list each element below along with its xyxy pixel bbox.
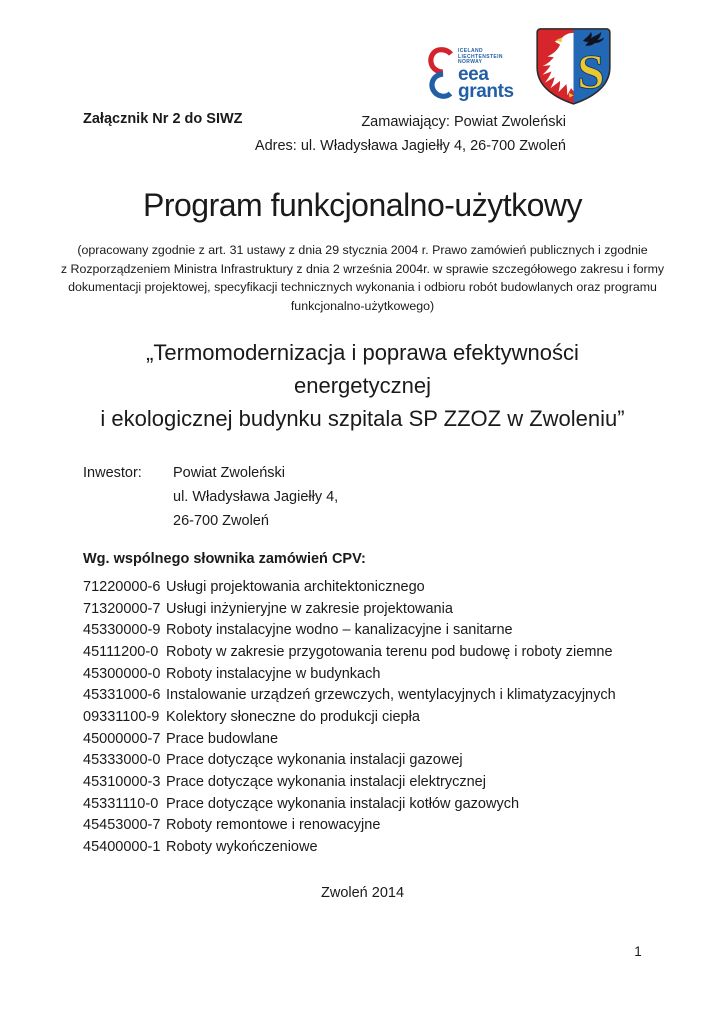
cpv-code: 45111200-0 [83,643,159,660]
cpv-code: 71320000-7 [83,600,161,617]
cpv-description: Prace dotyczące wykonania instalacji gazowej [166,752,463,769]
cpv-item-row [83,728,616,750]
cpv-code: 45310000-3 [83,774,161,791]
eea-country: ICELAND [458,48,484,54]
eea-grants-mark-icon [427,47,454,99]
cpv-description: Prace dotyczące wykonania instalacji elektrycznej [166,774,486,791]
cpv-description: Prace budowlane [166,730,279,747]
eea-grants-logo [427,47,514,100]
cpv-item-row [83,663,616,685]
cpv-item-row [83,706,616,728]
project-title-line: energetycznej [294,373,431,398]
cpv-description: Usługi inżynieryjne w zakresie projektowania [166,600,453,617]
orderer-block [255,111,566,158]
cpv-item-row [83,684,616,706]
cpv-item-row [83,598,616,620]
legal-note-line: z Rozporządzeniem Ministra Infrastruktury z dnia 2 września 2004r. w sprawie szczegółowego zakresu i formy [60,261,665,276]
cpv-code: 45333000-0 [83,752,161,769]
project-title-line: „Termomodernizacja i poprawa efektywności [146,340,579,365]
cpv-item-row [83,771,616,793]
powiat-zwolenski-coat-of-arms [534,26,613,106]
attachment-label: Załącznik Nr 2 do SIWZ [83,111,243,127]
eea-wordmark-line2: grants [458,80,514,102]
document-title: Program funkcjonalno-użytkowy [142,187,583,223]
cpv-code: 45453000-7 [83,817,161,834]
cpv-item-row [83,576,616,598]
legal-note [0,241,725,316]
legal-note-line: funkcjonalno-użytkowego) [290,299,435,314]
cpv-item-row [83,836,616,858]
project-title-line: i ekologicznej budynku szpitala SP ZZOZ w Zwoleniu” [100,406,625,431]
eea-grants-text [458,47,514,100]
orderer-address-line: Adres: ul. Władysława Jagiełły 4, 26-700 Zwoleń [254,137,566,154]
cpv-description: Kolektory słoneczne do produkcji ciepła [166,708,420,725]
cpv-list [83,576,616,858]
legal-note-line: (opracowany zgodnie z art. 31 ustawy z dnia 29 stycznia 2004 r. Prawo zamówień publicznych i zgodnie [77,243,648,257]
cpv-description: Roboty remontowe i renowacyjne [166,817,381,834]
cpv-description: Roboty w zakresie przygotowania terenu pod budowę i roboty ziemne [166,643,613,660]
cpv-description: Roboty instalacyjne w budynkach [166,665,381,682]
cpv-heading: Wg. wspólnego słownika zamówień CPV: [83,551,366,567]
investor-line: Powiat Zwoleński [173,465,286,481]
cpv-item-row [83,815,616,837]
cpv-code: 45000000-7 [83,730,161,747]
cpv-item-row [83,793,616,815]
investor-line: 26-700 Zwoleń [173,513,269,529]
cpv-description: Instalowanie urządzeń grzewczych, wentylacyjnych i klimatyzacyjnych [166,687,616,704]
place-and-year: Zwoleń 2014 [320,885,405,901]
cpv-code: 45400000-1 [83,839,161,856]
cpv-code: 45331110-0 [83,795,159,812]
cpv-code: 45331000-6 [83,687,161,704]
eea-country: NORWAY [458,59,483,65]
cpv-code: 45330000-9 [83,622,161,639]
cpv-code: 71220000-6 [83,578,161,595]
cpv-description: Roboty wykończeniowe [166,839,318,856]
cpv-description: Roboty instalacyjne wodno – kanalizacyjne i sanitarne [166,622,513,639]
eea-country: LIECHTENSTEIN [458,53,503,60]
investor-line: ul. Władysława Jagiełły 4, [173,489,339,505]
cpv-item-row [83,619,616,641]
legal-note-line: dokumentacji projektowej, specyfikacji technicznych wykonania i odbioru robót budowlanych oraz programu [68,280,657,295]
investor-label: Inwestor: [83,465,142,481]
page-number: 1 [634,944,642,959]
cpv-description: Usługi projektowania architektonicznego [166,578,425,595]
cpv-code: 45300000-0 [83,665,161,682]
project-title [0,336,725,435]
investor-lines [173,461,338,533]
orderer-line: Zamawiający: Powiat Zwoleński [361,114,566,130]
cpv-item-row [83,641,616,663]
cpv-description: Prace dotyczące wykonania instalacji kotłów gazowych [166,795,520,812]
crest-letter-s: S [577,44,605,100]
investor-block [83,461,338,533]
cpv-code: 09331100-9 [83,708,160,725]
eea-wordmark-line1: eea [458,63,489,85]
cpv-item-row [83,750,616,772]
